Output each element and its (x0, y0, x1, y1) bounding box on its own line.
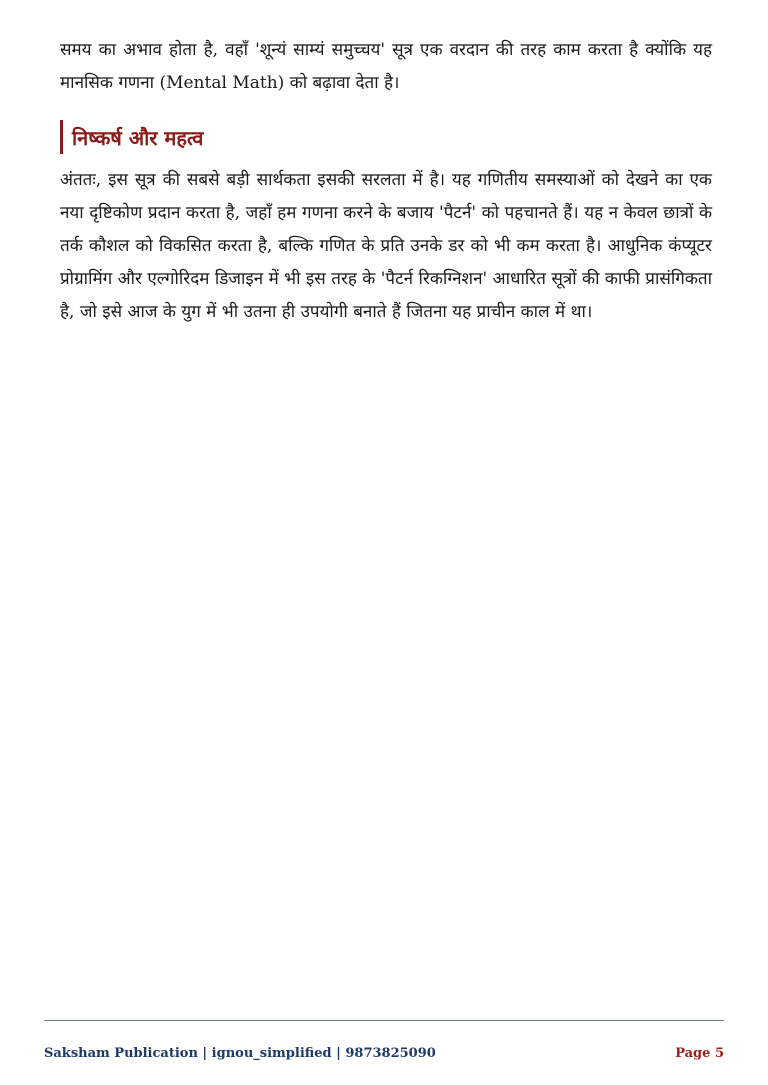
footer-publisher-info: Saksham Publication | ignou_simplified | 9873825090 (44, 1046, 436, 1061)
page-content (60, 34, 712, 329)
section-heading (60, 120, 712, 154)
intro-paragraph: समय का अभाव होता है, वहाँ 'शून्यं साम्यं समुच्चय' सूत्र एक वरदान की तरह काम करता है क्योंकि यह मानसिक गणना (Mental Math) को बढ़ावा देता है। (60, 40, 712, 93)
page-footer (44, 1046, 724, 1061)
page-number: Page 5 (675, 1046, 724, 1061)
footer-divider (44, 1020, 724, 1021)
section-heading-text: निष्कर्ष और महत्व (72, 125, 204, 150)
conclusion-paragraph: अंततः, इस सूत्र की सबसे बड़ी सार्थकता इसकी सरलता में है। यह गणितीय समस्याओं को देखने का एक नया दृष्टिकोण प्रदान करता है, जहाँ हम गणना करने के बजाय 'पैटर्न' को पहचानते हैं। यह न केवल छात्रों के तर्क कौशल को विकसित करता है, बल्कि गणित के प्रति उनके डर को भी कम करता है। आधुनिक कंप्यूटर प्रोग्रामिंग और एल्गोरिदम डिजाइन में भी इस तरह के 'पैटर्न रिकग्निशन' आधारित सूत्रों की काफी प्रासंगिकता है, जो इसे आज के युग में भी उतना ही उपयोगी बनाते हैं जितना यह प्राचीन काल में था। (60, 170, 712, 322)
